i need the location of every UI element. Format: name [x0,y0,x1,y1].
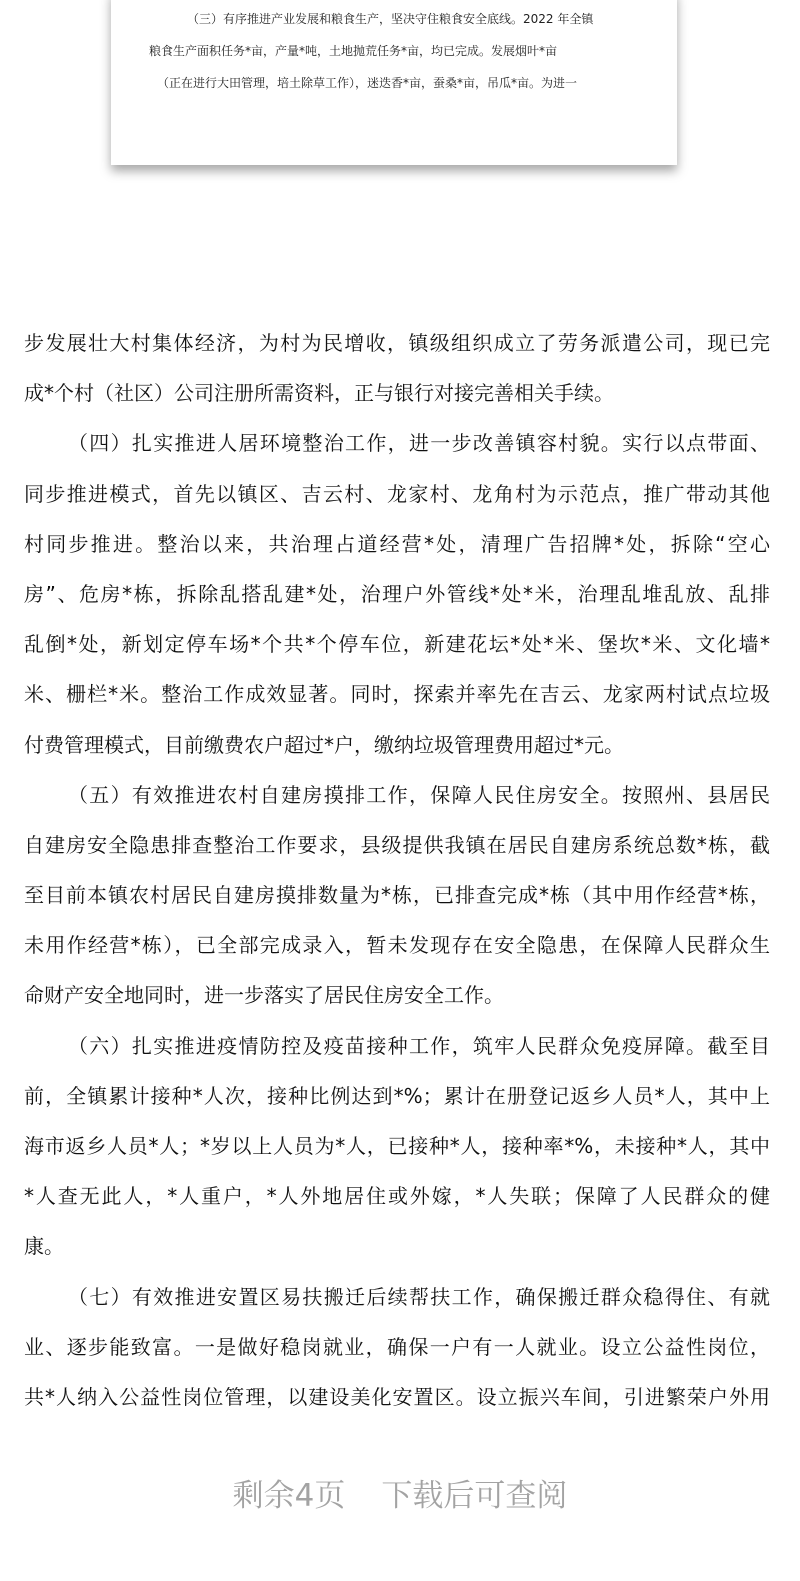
text-line: （七）有效推进安置区易扶搬迁后续帮扶工作，确保搬迁群众稳得住、有就 [68,1284,770,1309]
text-line: 前，全镇累计接种*人次，接种比例达到*%；累计在册登记返乡人员*人，其中上 [24,1083,770,1108]
download-to-read-more-button[interactable] [0,1470,800,1515]
text-line: 乱倒*处，新划定停车场*个共*个停车位，新建花坛*处*米、堡坎*米、文化墙* [24,632,770,657]
text-line: 命财产安全地同时，进一步落实了居民住房安全工作。 [24,983,504,1008]
document-body [24,326,770,1430]
remaining-pages-label: 剩余4页 [232,1478,346,1514]
preview-page-card [111,0,677,165]
card-line: （正在进行大田管理，培土除草工作），迷迭香*亩，蚕桑*亩，吊瓜*亩。为进一 [157,76,578,90]
text-line: 至目前本镇农村居民自建房摸排数量为*栋，已排查完成*栋（其中用作经营*栋， [24,883,770,908]
text-line: 共*人纳入公益性岗位管理，以建设美化安置区。设立振兴车间，引进繁荣户外用 [24,1384,770,1409]
text-line: 康。 [24,1234,64,1259]
text-line: 未用作经营*栋），已全部完成录入，暂未发现存在安全隐患，在保障人民群众生 [24,933,770,958]
text-line: 米、栅栏*米。整治工作成效显著。同时，探索并率先在吉云、龙家两村试点垃圾 [24,682,770,707]
text-line: 步发展壮大村集体经济，为村为民增收，镇级组织成立了劳务派遣公司，现已完 [24,331,770,355]
text-line: 自建房安全隐患排查整治工作要求，县级提供我镇在居民自建房系统总数*栋，截 [24,832,770,857]
text-line: 村同步推进。整治以来，共治理占道经营*处，清理广告招牌*处，拆除“空心 [24,531,770,556]
text-line: 房”、危房*栋，拆除乱搭乱建*处，治理户外管线*处*米，治理乱堆乱放、乱排 [24,581,770,606]
text-line: （六）扎实推进疫情防控及疫苗接种工作，筑牢人民群众免疫屏障。截至目 [68,1033,770,1058]
text-line: *人查无此人，*人重户，*人外地居住或外嫁，*人失联；保障了人民群众的健 [24,1184,770,1209]
text-line: 业、逐步能致富。一是做好稳岗就业，确保一户有一人就业。设立公益性岗位， [24,1334,770,1359]
card-line: （三）有序推进产业发展和粮食生产，坚决守住粮食安全底线。2022 年全镇 [187,12,594,26]
text-line: 海市返乡人员*人；*岁以上人员为*人，已接种*人，接种率*%，未接种*人，其中 [24,1134,770,1158]
text-line: （五）有效推进农村自建房摸排工作，保障人民住房安全。按照州、县居民 [68,782,770,807]
download-label: 下载后可查阅 [381,1478,568,1514]
text-line: （四）扎实推进人居环境整治工作，进一步改善镇容村貌。实行以点带面、 [68,431,770,456]
text-line: 成*个村（社区）公司注册所需资料，正与银行对接完善相关手续。 [24,381,614,406]
card-line: 粮食生产面积任务*亩，产量*吨，土地抛荒任务*亩，均已完成。发展烟叶*亩 [149,44,558,58]
text-line: 付费管理模式，目前缴费农户超过*户，缴纳垃圾管理费用超过*元。 [24,732,624,757]
text-line: 同步推进模式，首先以镇区、吉云村、龙家村、龙角村为示范点，推广带动其他 [24,481,770,506]
